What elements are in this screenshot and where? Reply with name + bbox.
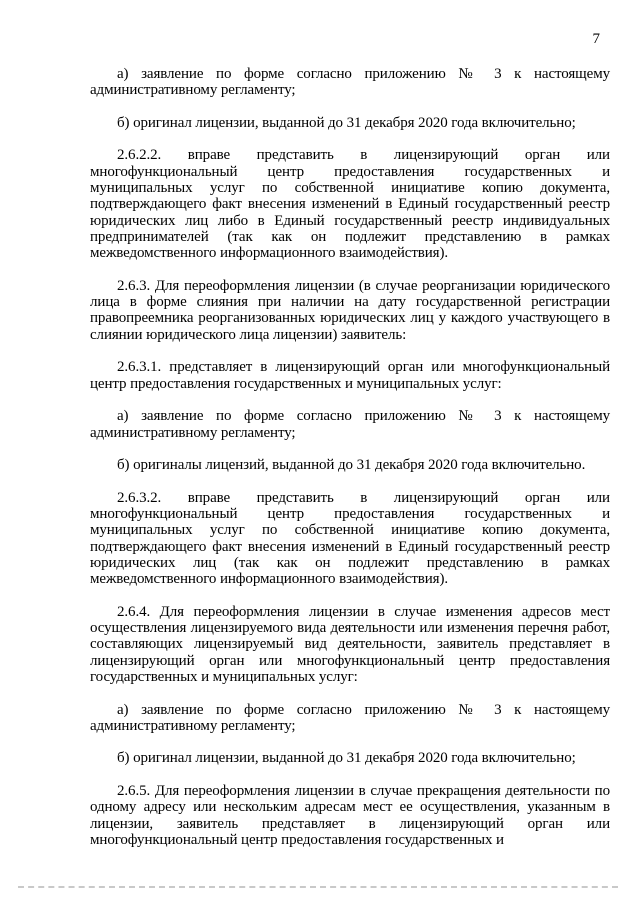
paragraph-1b-license-original: б) оригинал лицензии, выданной до 31 декабря 2020 года включительно; [117, 114, 576, 131]
scan-edge-segment [320, 886, 417, 889]
paragraph-2-6-3: 2.6.3. Для переоформления лицензии (в случае реорганизации юридического лица в форме слияния при наличии на дату государственной регистрации правопреемника реорганизованных юридических лиц у каждого участвующего в слиянии юридического лица лицензии) заявитель: [90, 277, 610, 343]
paragraph-2-6-3-1: 2.6.3.1. представляет в лицензирующий орган или многофункциональный центр предоставления государственных и муниципальных услуг: [90, 359, 610, 392]
paragraph-2-6-3-2: 2.6.3.2. вправе представить в лицензирующий орган или многофункциональный центр предоставления государственных и муниципальных услуг по собственной инициативе копию документа, подтверждающего факт внесения изменений в Единый государственный реестр юридических лиц (так как он подлежит представлению в рамках межведомственного информационного взаимодействия). [90, 489, 610, 588]
paragraph-2a-application: а) заявление по форме согласно приложению № 3 к настоящему административному регламенту; [90, 408, 610, 441]
page-number: 7 [592, 31, 600, 47]
scan-edge-segment [521, 886, 618, 889]
paragraph-2-6-5: 2.6.5. Для переоформления лицензии в случае прекращения деятельности по одному адресу или нескольким адресам мест ее осуществления, указанным в лицензии, заявитель представляет в лицензирующий орган или многофункциональный центр предоставления государственных и [90, 783, 610, 848]
paragraph-3a-application: а) заявление по форме согласно приложению № 3 к настоящему административному регламенту; [90, 701, 610, 734]
paragraph-2-6-4: 2.6.4. Для переоформления лицензии в случае изменения адресов мест осуществления лицензируемого вида деятельности или изменения перечня работ, составляющих лицензируемый вид деятельности, заявитель представляет в лицензирующий орган или многофункциональный центр предоставления государственных и муниципальных услуг: [90, 603, 610, 685]
paragraph-1a-application: а) заявление по форме согласно приложению № 3 к настоящему административному регламенту; [90, 66, 610, 99]
scan-edge-segment [219, 886, 316, 889]
scan-edge-segment [119, 886, 216, 889]
document-body [90, 66, 610, 865]
scan-edge-artifact [18, 886, 618, 889]
paragraph-2-6-2-2: 2.6.2.2. вправе представить в лицензирующий орган или многофункциональный центр предоставления государственных и муниципальных услуг по собственной инициативе копию документа, подтверждающего факт внесения изменений в Единый государственный реестр юридических лиц либо в Единый государственный реестр индивидуальных предпринимателей (так как он подлежит представлению в рамках межведомственного информационного взаимодействия). [90, 147, 610, 262]
scan-edge-segment [421, 886, 518, 889]
paragraph-3b-license-original: б) оригинал лицензии, выданной до 31 декабря 2020 года включительно; [117, 750, 576, 767]
paragraph-2b-licenses-originals: б) оригиналы лицензий, выданной до 31 декабря 2020 года включительно. [117, 457, 586, 474]
scan-edge-segment [18, 886, 115, 889]
